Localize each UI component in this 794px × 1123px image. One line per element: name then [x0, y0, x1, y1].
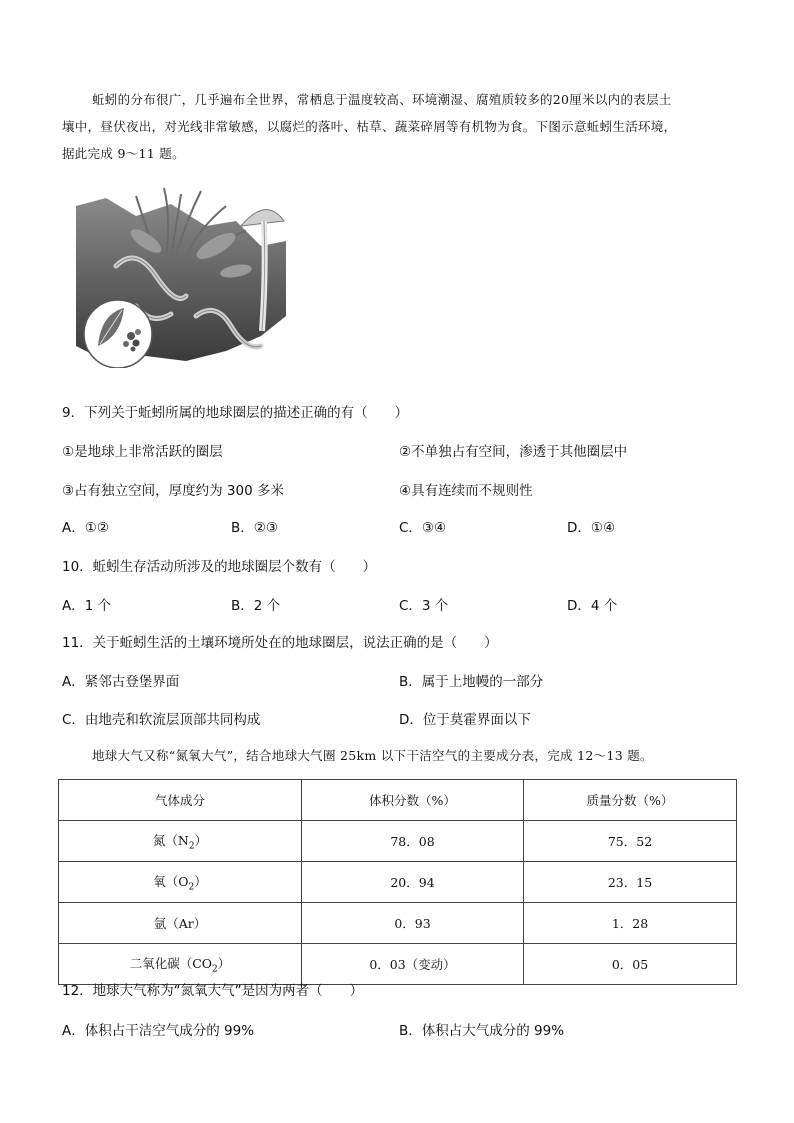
mass-cell: 0．05	[524, 944, 737, 985]
q11-option-a[interactable]: A．紧邻古登堡界面	[62, 674, 180, 690]
table-header-row	[59, 780, 737, 821]
q12-option-b[interactable]: B．体积占大气成分的 99%	[399, 1023, 565, 1039]
gas-name-cell: 氧$(O_2)$	[59, 862, 302, 903]
question-9-stem: 9．下列关于蚯蚓所属的地球圈层的描述正确的有（ ）	[62, 405, 409, 421]
q10-option-b[interactable]: B．2 个	[231, 598, 281, 614]
gas-name-cell: 氮$(N_2)$	[59, 821, 302, 862]
q12-option-a[interactable]: A．体积占干洁空气成分的 99%	[62, 1023, 255, 1039]
q9-option-c[interactable]: C．③④	[399, 520, 447, 536]
table-row	[59, 862, 737, 903]
q10-option-a[interactable]: A．1 个	[62, 598, 112, 614]
passage-1-line-3: 据此完成 9～11 题。	[62, 146, 185, 161]
q10-option-d[interactable]: D．4 个	[567, 598, 618, 614]
earthworm-habitat-illustration	[76, 186, 286, 368]
q9-statement-4: ④具有连续而不规则性	[399, 483, 533, 499]
q9-option-b[interactable]: B．②③	[231, 520, 278, 536]
volume-cell: 20．94	[302, 862, 524, 903]
air-composition-table	[58, 779, 737, 985]
passage-1-line-2: 壤中，昼伏夜出，对光线非常敏感，以腐烂的落叶、枯草、蔬菜碎屑等有机物为食。下图示意蚯蚓生活环境，	[62, 119, 677, 134]
q9-option-d[interactable]: D．①④	[567, 520, 616, 536]
q11-option-c[interactable]: C．由地壳和软流层顶部共同构成	[62, 712, 261, 728]
q9-statement-2: ②不单独占有空间，渗透于其他圈层中	[399, 444, 628, 460]
mass-cell: 75．52	[524, 821, 737, 862]
earthworm-habitat-figure	[76, 186, 286, 368]
question-12-stem: 12．地球大气称为“氮氧大气”是因为两者（ ）	[62, 983, 364, 999]
mass-cell: 1．28	[524, 903, 737, 944]
passage-2: 地球大气又称“氮氧大气”，结合地球大气圈 25km 以下干洁空气的主要成分表，完成 12～13 题。	[92, 748, 653, 763]
header-volume: 体积分数（%）	[302, 780, 524, 821]
q11-option-d[interactable]: D．位于莫霍界面以下	[399, 712, 531, 728]
inset-circle-leaf-debris	[84, 300, 152, 368]
header-gas: 气体成分	[59, 780, 302, 821]
q9-statement-1: ①是地球上非常活跃的圈层	[62, 444, 223, 460]
question-10-stem: 10．蚯蚓生存活动所涉及的地球圈层个数有（ ）	[62, 559, 377, 575]
mass-cell: 23．15	[524, 862, 737, 903]
gas-name-cell: 氩（Ar）	[59, 903, 302, 944]
passage-1	[62, 86, 742, 167]
volume-cell: 0．93	[302, 903, 524, 944]
gas-name-cell: 二氧化碳$(CO_2)$	[59, 944, 302, 985]
q9-statement-3: ③占有独立空间，厚度约为 300 多米	[62, 483, 284, 499]
volume-cell: 78．08	[302, 821, 524, 862]
table-row	[59, 903, 737, 944]
volume-cell: 0．03（变动）	[302, 944, 524, 985]
q11-option-b[interactable]: B．属于上地幔的一部分	[399, 674, 544, 690]
q9-option-a[interactable]: A．①②	[62, 520, 109, 536]
header-mass: 质量分数（%）	[524, 780, 737, 821]
question-11-stem: 11．关于蚯蚓生活的土壤环境所处在的地球圈层，说法正确的是（ ）	[62, 635, 498, 651]
q10-option-c[interactable]: C．3 个	[399, 598, 449, 614]
passage-1-line-1: 蚯蚓的分布很广，几乎遍布全世界，常栖息于温度较高、环境潮湿、腐殖质较多的20厘米以内的表层土	[92, 92, 672, 107]
table-row	[59, 821, 737, 862]
